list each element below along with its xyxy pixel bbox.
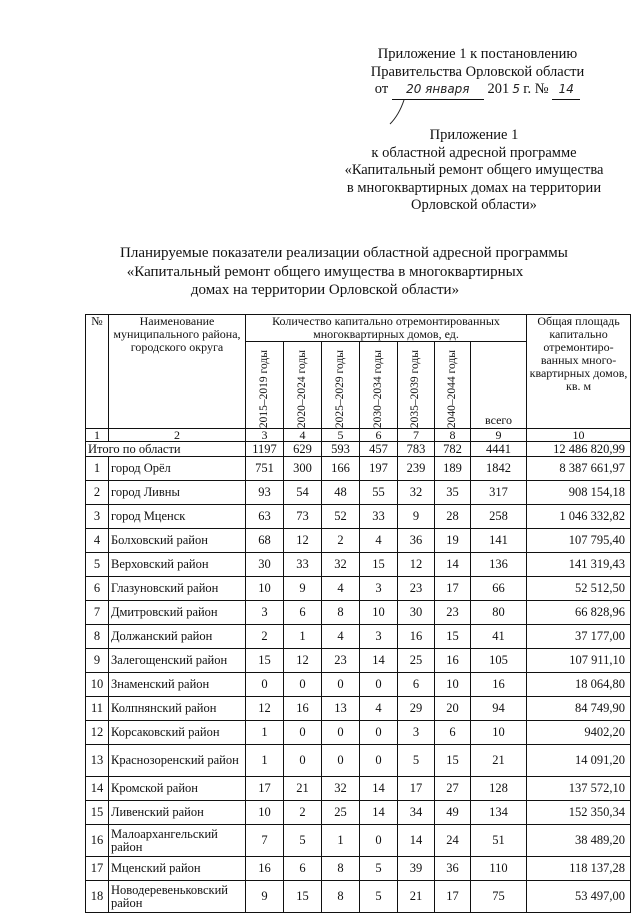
period-count-value: 4	[360, 529, 398, 553]
period-count-value: 24	[435, 825, 471, 857]
row-number: 2	[86, 481, 109, 505]
attachment-line-1: Приложение 1 к постановлению	[377, 46, 578, 62]
column-number: 2	[109, 429, 246, 442]
row-number: 12	[86, 721, 109, 745]
period-count-value: 27	[435, 777, 471, 801]
program-attachment-line-5: Орловской области»	[411, 197, 537, 213]
period-count-value: 4	[322, 577, 360, 601]
year-prefix: 201	[487, 81, 510, 97]
district-name: Корсаковский район	[109, 721, 246, 745]
period-count-value: 49	[435, 801, 471, 825]
row-number: 13	[86, 745, 109, 777]
area-value: 118 137,28	[527, 857, 631, 881]
document-title	[120, 244, 568, 300]
table-row	[86, 745, 631, 777]
period-count-value: 9	[398, 505, 435, 529]
total-value: 4441	[471, 442, 527, 457]
period-count-value: 1	[284, 625, 322, 649]
period-count-value: 17	[435, 577, 471, 601]
handwritten-number: 14	[552, 81, 580, 100]
header-period-2030-2034: 2030–2034 годы	[360, 342, 398, 429]
period-count-value: 3	[398, 721, 435, 745]
period-count-value: 0	[360, 673, 398, 697]
table-row	[86, 601, 631, 625]
period-count-value: 7	[246, 825, 284, 857]
period-count-value: 0	[284, 673, 322, 697]
area-value: 141 319,43	[527, 553, 631, 577]
table-row	[86, 857, 631, 881]
area-value: 37 177,00	[527, 625, 631, 649]
header-period-2020-2024: 2020–2024 годы	[284, 342, 322, 429]
period-count-value: 3	[360, 577, 398, 601]
period-count-value: 15	[435, 745, 471, 777]
period-count-value: 8	[322, 601, 360, 625]
row-number: 10	[86, 673, 109, 697]
period-count-value: 4	[322, 625, 360, 649]
period-count-value: 20	[435, 697, 471, 721]
column-number: 10	[527, 429, 631, 442]
period-count-value: 34	[398, 801, 435, 825]
from-label: от	[374, 81, 389, 97]
period-count-value: 15	[284, 881, 322, 913]
table-row	[86, 529, 631, 553]
column-number: 6	[360, 429, 398, 442]
area-value: 107 911,10	[527, 649, 631, 673]
row-number: 6	[86, 577, 109, 601]
row-number: 9	[86, 649, 109, 673]
title-line-1: Планируемые показатели реализации областной адресной программы	[120, 245, 568, 261]
period-count-value: 6	[435, 721, 471, 745]
district-name: Должанский район	[109, 625, 246, 649]
period-count-value: 2	[322, 529, 360, 553]
period-count-value: 3	[360, 625, 398, 649]
title-line-3: домах на территории Орловской области»	[190, 282, 460, 298]
period-count-value: 239	[398, 457, 435, 481]
period-count-value: 5	[360, 857, 398, 881]
table-row	[86, 505, 631, 529]
period-count-value: 0	[360, 721, 398, 745]
period-count-value: 14	[435, 553, 471, 577]
period-count-value: 93	[246, 481, 284, 505]
period-count-value: 32	[398, 481, 435, 505]
table-body	[86, 429, 631, 913]
area-value: 9402,20	[527, 721, 631, 745]
period-count-value: 12	[398, 553, 435, 577]
period-count-value: 29	[398, 697, 435, 721]
program-attachment-line-3: «Капитальный ремонт общего имущества	[344, 162, 604, 178]
period-count-value: 5	[284, 825, 322, 857]
column-number: 9	[471, 429, 527, 442]
total-count-value: 1842	[471, 457, 527, 481]
district-name: Дмитровский район	[109, 601, 246, 625]
total-value: 782	[435, 442, 471, 457]
district-name: Кромской район	[109, 777, 246, 801]
column-number: 5	[322, 429, 360, 442]
period-count-value: 30	[398, 601, 435, 625]
period-count-value: 17	[246, 777, 284, 801]
district-name: город Орёл	[109, 457, 246, 481]
period-count-value: 14	[398, 825, 435, 857]
program-attachment-line-4: в многоквартирных домах на территории	[346, 179, 602, 196]
year-suffix: г. №	[523, 81, 549, 97]
period-count-value: 5	[360, 881, 398, 913]
period-count-value: 189	[435, 457, 471, 481]
total-count-value: 41	[471, 625, 527, 649]
header-total-area: Общая площадь капитально отремонтиро-ванных много-квартирных домов, кв. м	[527, 315, 631, 429]
attachment-line-2: Правительства Орловской области	[370, 63, 585, 80]
total-count-value: 317	[471, 481, 527, 505]
area-value: 52 512,50	[527, 577, 631, 601]
period-count-value: 28	[435, 505, 471, 529]
row-number: 14	[86, 777, 109, 801]
period-count-value: 0	[360, 825, 398, 857]
period-count-value: 10	[246, 801, 284, 825]
period-count-value: 33	[284, 553, 322, 577]
period-count-value: 12	[246, 697, 284, 721]
period-count-value: 0	[360, 745, 398, 777]
total-count-value: 110	[471, 857, 527, 881]
period-count-value: 15	[435, 625, 471, 649]
area-value: 14 091,20	[527, 745, 631, 777]
total-count-value: 75	[471, 881, 527, 913]
area-value: 137 572,10	[527, 777, 631, 801]
header-period-2040-2044: 2040–2044 годы	[435, 342, 471, 429]
row-number: 3	[86, 505, 109, 529]
district-name: Залегощенский район	[109, 649, 246, 673]
period-count-value: 5	[398, 745, 435, 777]
total-row	[86, 442, 631, 457]
pen-stroke-mark	[388, 99, 418, 125]
period-count-value: 48	[322, 481, 360, 505]
period-count-value: 0	[322, 673, 360, 697]
period-count-value: 10	[435, 673, 471, 697]
period-count-value: 15	[246, 649, 284, 673]
table-row	[86, 577, 631, 601]
total-value: 1197	[246, 442, 284, 457]
period-count-value: 21	[284, 777, 322, 801]
table-row	[86, 825, 631, 857]
period-count-value: 12	[284, 529, 322, 553]
period-count-value: 36	[435, 857, 471, 881]
period-count-value: 1	[246, 721, 284, 745]
period-count-value: 300	[284, 457, 322, 481]
area-value: 38 489,20	[527, 825, 631, 857]
total-value: 593	[322, 442, 360, 457]
column-number: 4	[284, 429, 322, 442]
table-row	[86, 721, 631, 745]
period-count-value: 9	[246, 881, 284, 913]
period-count-value: 0	[322, 745, 360, 777]
period-count-value: 1	[322, 825, 360, 857]
table-row	[86, 777, 631, 801]
period-count-value: 23	[398, 577, 435, 601]
area-value: 1 046 332,82	[527, 505, 631, 529]
row-number: 7	[86, 601, 109, 625]
period-count-value: 35	[435, 481, 471, 505]
row-number: 11	[86, 697, 109, 721]
table-row	[86, 481, 631, 505]
indicators-table	[85, 314, 631, 913]
period-count-value: 751	[246, 457, 284, 481]
total-count-value: 10	[471, 721, 527, 745]
period-count-value: 10	[360, 601, 398, 625]
district-name: Новодеревеньковский район	[109, 881, 246, 913]
program-attachment-line-2: к областной адресной программе	[371, 144, 577, 161]
period-count-value: 32	[322, 777, 360, 801]
header-period-2025-2029: 2025–2029 годы	[322, 342, 360, 429]
period-count-value: 33	[360, 505, 398, 529]
period-count-value: 0	[284, 745, 322, 777]
period-count-value: 8	[322, 881, 360, 913]
header-total-count: всего	[471, 342, 527, 429]
period-count-value: 8	[322, 857, 360, 881]
column-number: 7	[398, 429, 435, 442]
column-number: 8	[435, 429, 471, 442]
table-row	[86, 881, 631, 913]
district-name: Мценский район	[109, 857, 246, 881]
period-count-value: 6	[398, 673, 435, 697]
table-row	[86, 625, 631, 649]
table-row	[86, 457, 631, 481]
period-count-value: 73	[284, 505, 322, 529]
area-value: 8 387 661,97	[527, 457, 631, 481]
attachment-header-decree	[340, 46, 615, 100]
total-count-value: 21	[471, 745, 527, 777]
row-number: 15	[86, 801, 109, 825]
area-value: 84 749,90	[527, 697, 631, 721]
total-count-value: 134	[471, 801, 527, 825]
period-count-value: 14	[360, 801, 398, 825]
header-count-group: Количество капитально отремонтированных многоквартирных домов, ед.	[246, 315, 527, 342]
total-count-value: 258	[471, 505, 527, 529]
total-value: 783	[398, 442, 435, 457]
period-count-value: 39	[398, 857, 435, 881]
row-number: 8	[86, 625, 109, 649]
total-count-value: 94	[471, 697, 527, 721]
district-name: Глазуновский район	[109, 577, 246, 601]
total-value: 629	[284, 442, 322, 457]
area-value: 107 795,40	[527, 529, 631, 553]
period-count-value: 9	[284, 577, 322, 601]
period-count-value: 0	[246, 673, 284, 697]
period-count-value: 166	[322, 457, 360, 481]
column-number: 1	[86, 429, 109, 442]
period-count-value: 4	[360, 697, 398, 721]
period-count-value: 17	[435, 881, 471, 913]
period-count-value: 30	[246, 553, 284, 577]
period-count-value: 1	[246, 745, 284, 777]
period-count-value: 2	[246, 625, 284, 649]
title-line-2: «Капитальный ремонт общего имущества в многоквартирных	[126, 263, 524, 280]
total-value: 457	[360, 442, 398, 457]
period-count-value: 32	[322, 553, 360, 577]
period-count-value: 52	[322, 505, 360, 529]
header-period-2035-2039: 2035–2039 годы	[398, 342, 435, 429]
header-district-name: Наименование муниципального района, городского округа	[109, 315, 246, 429]
period-count-value: 16	[435, 649, 471, 673]
period-count-value: 36	[398, 529, 435, 553]
table-row	[86, 801, 631, 825]
district-name: Краснозоренский район	[109, 745, 246, 777]
total-count-value: 51	[471, 825, 527, 857]
total-row-label: Итого по области	[86, 442, 246, 457]
period-count-value: 6	[284, 857, 322, 881]
period-count-value: 16	[284, 697, 322, 721]
period-count-value: 16	[398, 625, 435, 649]
handwritten-date: 20 января	[392, 81, 484, 100]
district-name: Малоархангельский район	[109, 825, 246, 857]
total-count-value: 80	[471, 601, 527, 625]
row-number: 17	[86, 857, 109, 881]
period-count-value: 0	[322, 721, 360, 745]
program-attachment-line-1: Приложение 1	[429, 127, 519, 143]
period-count-value: 25	[398, 649, 435, 673]
area-value: 908 154,18	[527, 481, 631, 505]
total-count-value: 128	[471, 777, 527, 801]
table-row	[86, 697, 631, 721]
period-count-value: 0	[284, 721, 322, 745]
table-row	[86, 649, 631, 673]
district-name: Колпнянский район	[109, 697, 246, 721]
period-count-value: 3	[246, 601, 284, 625]
total-count-value: 136	[471, 553, 527, 577]
column-number-row	[86, 429, 631, 442]
period-count-value: 21	[398, 881, 435, 913]
table-row	[86, 553, 631, 577]
district-name: Болховский район	[109, 529, 246, 553]
row-number: 4	[86, 529, 109, 553]
period-count-value: 25	[322, 801, 360, 825]
attachment-header-program	[333, 127, 615, 215]
period-count-value: 15	[360, 553, 398, 577]
attachment-date-line	[340, 81, 615, 100]
period-count-value: 2	[284, 801, 322, 825]
area-value: 152 350,34	[527, 801, 631, 825]
period-count-value: 10	[246, 577, 284, 601]
district-name: Знаменский район	[109, 673, 246, 697]
row-number: 5	[86, 553, 109, 577]
district-name: город Ливны	[109, 481, 246, 505]
period-count-value: 6	[284, 601, 322, 625]
period-count-value: 12	[284, 649, 322, 673]
total-value: 12 486 820,99	[527, 442, 631, 457]
area-value: 53 497,00	[527, 881, 631, 913]
table-row	[86, 673, 631, 697]
total-count-value: 16	[471, 673, 527, 697]
district-name: Ливенский район	[109, 801, 246, 825]
district-name: город Мценск	[109, 505, 246, 529]
period-count-value: 54	[284, 481, 322, 505]
period-count-value: 63	[246, 505, 284, 529]
handwritten-year-digit: 5	[512, 82, 520, 96]
total-count-value: 66	[471, 577, 527, 601]
period-count-value: 23	[435, 601, 471, 625]
period-count-value: 68	[246, 529, 284, 553]
period-count-value: 14	[360, 649, 398, 673]
period-count-value: 23	[322, 649, 360, 673]
total-count-value: 141	[471, 529, 527, 553]
period-count-value: 197	[360, 457, 398, 481]
period-count-value: 16	[246, 857, 284, 881]
period-count-value: 17	[398, 777, 435, 801]
period-count-value: 19	[435, 529, 471, 553]
district-name: Верховский район	[109, 553, 246, 577]
header-number: №	[86, 315, 109, 429]
period-count-value: 13	[322, 697, 360, 721]
row-number: 18	[86, 881, 109, 913]
row-number: 16	[86, 825, 109, 857]
area-value: 66 828,96	[527, 601, 631, 625]
row-number: 1	[86, 457, 109, 481]
total-count-value: 105	[471, 649, 527, 673]
column-number: 3	[246, 429, 284, 442]
area-value: 18 064,80	[527, 673, 631, 697]
period-count-value: 14	[360, 777, 398, 801]
header-period-2015-2019: 2015–2019 годы	[246, 342, 284, 429]
period-count-value: 55	[360, 481, 398, 505]
